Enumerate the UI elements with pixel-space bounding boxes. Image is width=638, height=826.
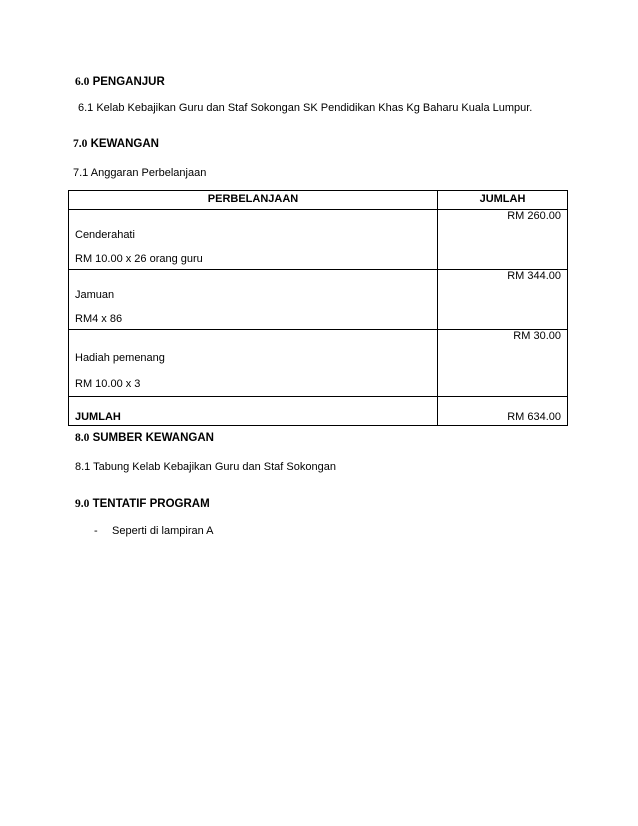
header-amount: JUMLAH: [438, 191, 568, 210]
section-9-bullet: -: [94, 525, 98, 537]
header-item: PERBELANJAAN: [69, 191, 438, 210]
item-name: Jamuan: [75, 289, 115, 301]
section-8-line: 8.1 Tabung Kelab Kebajikan Guru dan Staf Sokongan: [75, 461, 336, 473]
section-6-line: 6.1 Kelab Kebajikan Guru dan Staf Sokongan SK Pendidikan Khas Kg Baharu Kuala Lumpur.: [78, 102, 533, 114]
section-9-title: TENTATIF PROGRAM: [92, 498, 210, 510]
amount-cell: RM 344.00: [438, 270, 568, 330]
item-calc: RM 10.00 x 26 orang guru: [75, 253, 203, 265]
item-name: Hadiah pemenang: [75, 352, 165, 364]
total-amount: RM 634.00: [438, 397, 568, 426]
section-8-heading: [75, 432, 214, 444]
section-8-title: SUMBER KEWANGAN: [92, 432, 214, 444]
section-9-number: 9.0: [75, 498, 90, 510]
section-7-title: KEWANGAN: [90, 138, 159, 150]
section-7-heading: [73, 138, 159, 150]
section-8-number: 8.0: [75, 432, 90, 444]
item-cell: [69, 210, 438, 270]
item-calc: RM 10.00 x 3: [75, 378, 141, 390]
section-9-line: Seperti di lampiran A: [112, 525, 214, 537]
table-row: [69, 270, 568, 330]
item-calc: RM4 x 86: [75, 313, 123, 325]
total-label: JUMLAH: [69, 397, 438, 426]
amount-cell: RM 260.00: [438, 210, 568, 270]
section-9-heading: [75, 498, 210, 510]
section-6-number: 6.0: [75, 76, 90, 88]
amount-cell: RM 30.00: [438, 330, 568, 397]
section-7-line: 7.1 Anggaran Perbelanjaan: [73, 167, 207, 179]
table-row: [69, 330, 568, 397]
table-row: [69, 210, 568, 270]
table-total-row: [69, 397, 568, 426]
section-6-title: PENGANJUR: [92, 76, 165, 88]
item-name: Cenderahati: [75, 229, 135, 241]
item-cell: [69, 270, 438, 330]
table-header-row: [69, 191, 568, 210]
budget-table: [68, 190, 568, 426]
section-7-number: 7.0: [73, 138, 88, 150]
section-6-heading: [75, 76, 165, 88]
item-cell: [69, 330, 438, 397]
